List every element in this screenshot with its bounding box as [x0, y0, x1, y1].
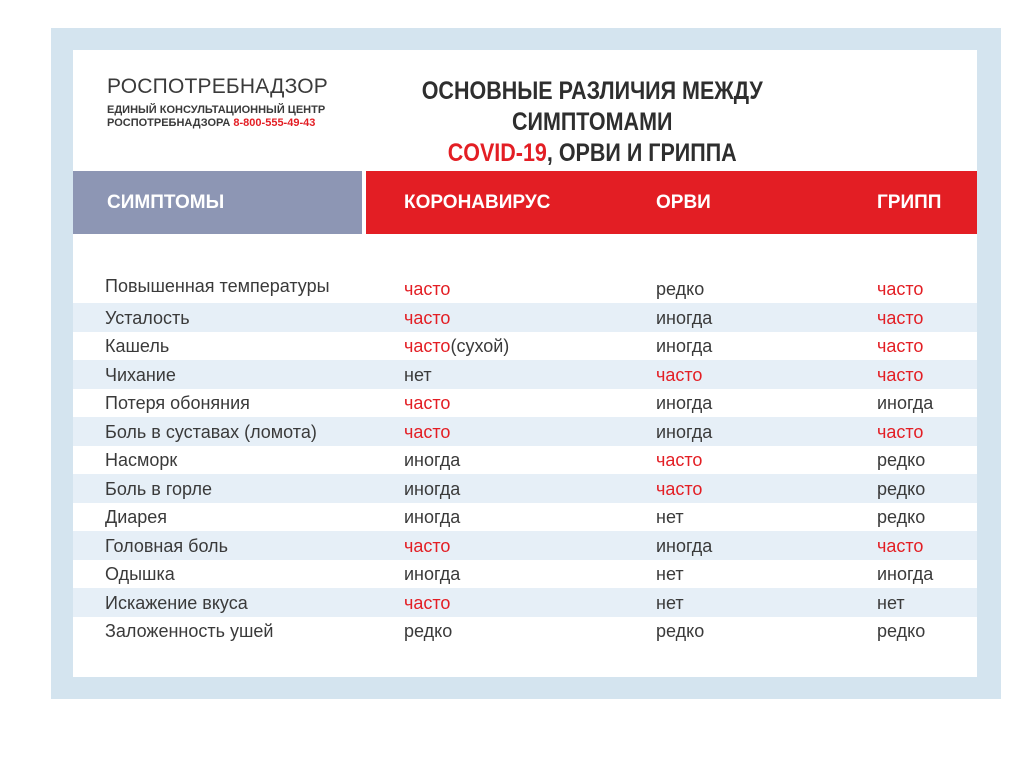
- symptom-name: Усталость: [105, 307, 190, 328]
- covid-value: [404, 593, 450, 614]
- covid-value: [404, 393, 450, 414]
- flu-value: часто: [877, 535, 924, 556]
- table-row: [73, 617, 977, 646]
- covid-frequency: иногда: [404, 478, 461, 499]
- covid-value: [404, 564, 460, 585]
- covid-frequency: часто: [404, 279, 451, 299]
- header-flu: ГРИПП: [877, 191, 942, 213]
- flu-value: часто: [877, 364, 924, 385]
- poster-card: [73, 50, 977, 677]
- header-orvi: ОРВИ: [656, 191, 711, 213]
- covid-value: [404, 365, 432, 386]
- covid-frequency: иногда: [404, 450, 461, 470]
- covid-value: [404, 308, 450, 329]
- symptoms-table: [73, 246, 977, 645]
- orvi-value: часто: [656, 478, 703, 499]
- covid-frequency: часто: [404, 592, 451, 613]
- symptom-name: Искажение вкуса: [105, 592, 248, 613]
- table-row: [73, 446, 977, 475]
- flu-value: редко: [877, 507, 926, 527]
- flu-value: редко: [877, 478, 926, 499]
- table-row: [73, 503, 977, 532]
- brand-block: [107, 75, 328, 130]
- table-row: [73, 303, 977, 332]
- org-subtitle-text: РОСПОТРЕБНАДЗОРА: [107, 117, 231, 129]
- orvi-value: иногда: [656, 421, 713, 442]
- covid-value: [404, 450, 460, 471]
- org-subtitle-line1: ЕДИНЫЙ КОНСУЛЬТАЦИОННЫЙ ЦЕНТР: [107, 104, 326, 116]
- table-row: [73, 588, 977, 617]
- table-row: [73, 332, 977, 361]
- symptom-name: Боль в суставах (ломота): [105, 421, 317, 442]
- covid-frequency: часто: [404, 307, 451, 328]
- flu-value: редко: [877, 450, 926, 470]
- title-covid: COVID-19: [447, 139, 547, 167]
- table-row: [73, 417, 977, 446]
- flu-value: иногда: [877, 564, 934, 584]
- orvi-value: нет: [656, 592, 684, 613]
- symptom-name: Насморк: [105, 450, 178, 470]
- covid-frequency: часто: [404, 336, 451, 356]
- org-name: РОСПОТРЕБНАДЗОР: [107, 75, 328, 98]
- table-row: [73, 474, 977, 503]
- covid-frequency: редко: [404, 621, 453, 641]
- orvi-value: редко: [656, 279, 705, 299]
- symptom-name: Повышенная температуры: [105, 276, 330, 296]
- orvi-value: иногда: [656, 393, 713, 413]
- covid-value: [404, 479, 460, 500]
- symptom-name: Кашель: [105, 336, 170, 356]
- title-line2: [360, 138, 824, 169]
- orvi-value: иногда: [656, 535, 713, 556]
- symptom-name: Диарея: [105, 507, 168, 527]
- flu-value: часто: [877, 336, 924, 356]
- covid-value: [404, 336, 509, 357]
- title-line1: ОСНОВНЫЕ РАЗЛИЧИЯ МЕЖДУ СИМПТОМАМИ: [421, 77, 763, 136]
- orvi-value: иногда: [656, 336, 713, 356]
- table-row: [73, 560, 977, 589]
- symptom-name: Заложенность ушей: [105, 621, 274, 641]
- title-rest: , ОРВИ И ГРИППА: [546, 139, 737, 167]
- orvi-value: редко: [656, 621, 705, 641]
- covid-frequency: часто: [404, 421, 451, 442]
- covid-frequency: иногда: [404, 507, 461, 527]
- orvi-value: часто: [656, 450, 703, 470]
- covid-frequency: иногда: [404, 564, 461, 584]
- covid-value: [404, 507, 460, 528]
- orvi-value: иногда: [656, 307, 713, 328]
- poster-title: [360, 76, 824, 169]
- orvi-value: нет: [656, 507, 684, 527]
- flu-value: часто: [877, 421, 924, 442]
- covid-value: [404, 621, 452, 642]
- header-symptoms-cell: [73, 171, 362, 234]
- org-subtitle: [107, 104, 328, 130]
- header-symptoms: СИМПТОМЫ: [107, 191, 225, 213]
- flu-value: иногда: [877, 393, 934, 413]
- orvi-value: часто: [656, 364, 703, 385]
- covid-value: [404, 536, 450, 557]
- symptom-name: Боль в горле: [105, 478, 212, 499]
- table-row: [73, 360, 977, 389]
- header-covid: КОРОНАВИРУС: [404, 191, 551, 213]
- symptom-name: Головная боль: [105, 535, 228, 556]
- org-subtitle-line2: [107, 117, 328, 130]
- orvi-value: нет: [656, 564, 684, 584]
- covid-frequency: часто: [404, 393, 451, 413]
- table-row: [73, 531, 977, 560]
- covid-note: (сухой): [450, 336, 510, 356]
- flu-value: часто: [877, 279, 924, 299]
- covid-value: [404, 422, 450, 443]
- table-row: [73, 246, 977, 303]
- table-row: [73, 389, 977, 418]
- symptom-name: Одышка: [105, 564, 175, 584]
- symptom-name: Чихание: [105, 364, 176, 385]
- hotline-phone: 8-800-555-49-43: [233, 117, 316, 129]
- flu-value: часто: [877, 307, 924, 328]
- covid-value: [404, 279, 450, 300]
- header-diseases-cell: [366, 171, 977, 234]
- covid-frequency: нет: [404, 364, 432, 385]
- flu-value: редко: [877, 621, 926, 641]
- symptom-name: Потеря обоняния: [105, 393, 250, 413]
- covid-frequency: часто: [404, 535, 451, 556]
- flu-value: нет: [877, 592, 905, 613]
